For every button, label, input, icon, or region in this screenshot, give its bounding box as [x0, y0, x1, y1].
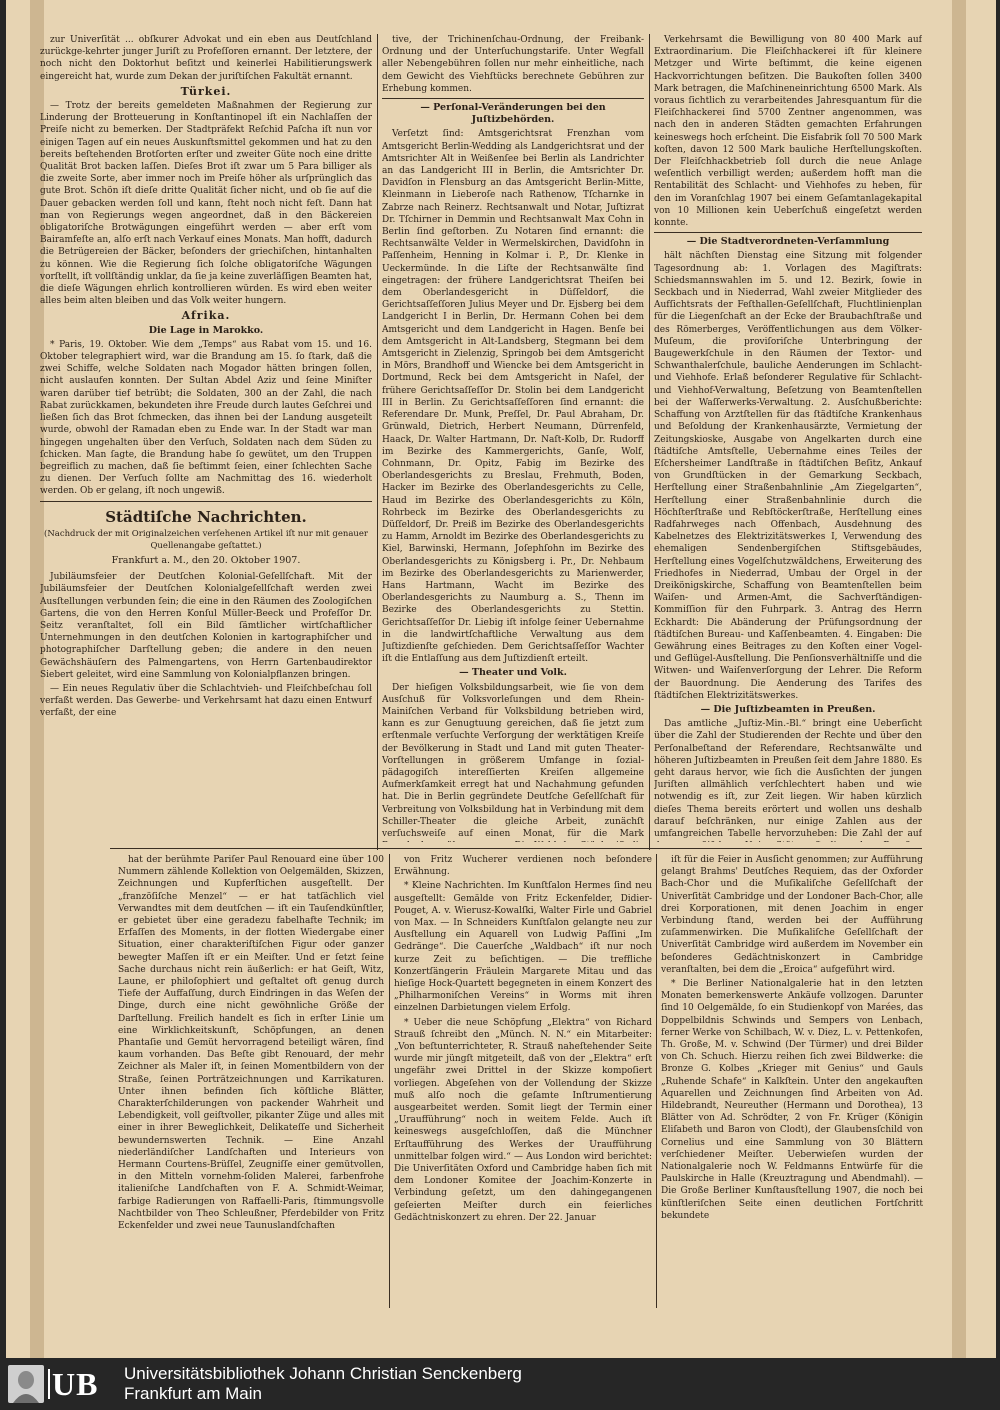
feuilleton-rule	[110, 848, 922, 849]
portrait-icon	[8, 1365, 44, 1403]
reprint-notice: (Nachdruck der mit Originalzeichen verſehenen Artikel iſt nur mit genauer Quellenangabe geſtattet.)	[44, 528, 368, 551]
library-name-line: Universitätsbibliothek Johann Christian Senckenberg	[124, 1364, 522, 1383]
section-title-staedtische-nachrichten: Städtiſche Nachrichten.	[105, 507, 307, 526]
divider	[40, 501, 372, 502]
feuilleton-column-1	[118, 854, 384, 1308]
ub-logo	[8, 1365, 112, 1403]
feuilleton-column-3	[661, 854, 923, 1308]
paper-fold-right	[952, 0, 966, 1358]
paragraph: * Kleine Nachrichten. Im Kunſtſalon Hermes ſind neu ausgeſtellt: Gemälde von Fritz Eckenfelder, Didier-Pouget, A. v. Wierusz-Kowalſki, Walter Firle und Gabriel von Max. — In Schneiders Kunſtſalon gelangte neu zur Ausſtellung ein Aquarell von Ludwig Paſſini „Im Gedränge“. Die Cauerſche „Waldbach“ iſt nur noch kurze Zeit zu beſichtigen. — Die treffliche Konzertſängerin Fräulein Margarete Mitau und das hieſige Hock-Quartett begegneten in einem Konzert des „Philharmoniſchen Vereins“ in Worms mit ihren einzelnen Darbietungen vielem Erfolg.	[394, 881, 652, 1014]
library-name[interactable]	[124, 1364, 522, 1404]
library-footer	[0, 1358, 1000, 1410]
column-rule	[389, 854, 390, 1308]
column-1	[40, 34, 372, 842]
paragraph: Jubiläumsfeier der Deutſchen Kolonial-Geſellſchaft. Mit der Jubiläumsfeier der Deutſchen Kolonialgeſellſchaft werden zwei Ausſtellungen verbunden ſein; die eine in den Räumen des Zoologiſchen Gartens, die von den Herren Konſul Müller-Beeck und Profeſſor Dr. Seitz veranſtaltet, ſoll ein Bild ſämtlicher wirtſchaftlicher Unternehmungen in den deutſchen Kolonien in kartographiſcher und photographiſcher Darſtellung geben; die andere in den neuen Gewächshäuſern des Palmengartens, von Herrn Gartenbaudirektor Siebert geleitet, wird eine Sammlung von Kolonialpflanzen bringen.	[40, 572, 372, 680]
logo-text: UB	[52, 1366, 99, 1402]
paragraph: * Ueber die neue Schöpfung „Elektra“ von Richard Strauß ſchreibt den „Münch. N. N.“ ein Mitarbeiter: „Von beſtunterrichteter, R. Strauß naheſtehender Seite wurde mir jüngſt mitgeteilt, daß von der „Elektra“ erſt ungefähr zwei Drittel in der Skizze kompoſiert vorliegen. Abgeſehen von der Vollendung der Skizze muß alſo noch die geſamte Inſtrumentierung ausgearbeitet werden. Somit liegt der Termin einer „Uraufführung“ noch in weitem Felde. Auch iſt keineswegs ausgeſchloſſen, daß die Münchner Erſtaufführung des Werkes der Uraufführung unmittelbar folgen wird.“ — Aus London wird berichtet: Die Univerſitäten Oxford und Cambridge haben ſich mit dem Londoner Komitee der Joachim-Konzerte in Verbindung geſetzt, um den dahingegangenen geſeierten Meiſter durch ein feierliches Gedächtniskonzert zu ehren. Der 22. Januar	[394, 1017, 652, 1223]
paragraph: Verſetzt ſind: Amtsgerichtsrat Frenzhan vom Amtsgericht Berlin-Wedding als Landgerichtsrat und der Amtsrichter Alt in Weißenſee bei Berlin als Landrichter an das Landgericht III in Berlin, die Amtsrichter Dr. Davidſon in Flensburg an das Amtsgericht Berlin-Mitte, Kleinmann in Lieberoſe nach Rathenow, Tſcharnke in Zabrze nach Reinerz. Rechtsanwalt und Notar, Juſtizrat Dr. Tſchirner in Demmin und Rechtsanwalt Max Cohn in Berlin ſind geſtorben. Zu Notaren ſind ernannt: die Rechtsanwälte Velder in Wermelskirchen, Davidſohn in Paſſenheim, Henning in Kolmar i. P., Dr. Klenke in Ueckermünde. In die Liſte der Rechtsanwälte ſind eingetragen: der frühere Landgerichtsrat Theiſen bei dem Oberlandesgericht in Düſſeldorf, die Gerichtsaſſeſſoren Julius Meyer und Dr. Ejsberg bei dem Landgericht I in Berlin, Dr. Hermann Cohen bei dem Amtsgericht und dem Landgericht in Hagen. Benſe bei dem Amtsgericht in Alt-Landsberg, Stegmann bei dem Amtsgericht in Zielenzig, Springob bei dem Amtsgericht in Mörs, Brandhoff und Wiencke bei dem Amtsgericht in Dortmund, Reck bei dem Amtsgericht in Naſel, der frühere Gerichtsaſſeſſor Dr. Stolin bei dem Landgericht III in Berlin. Zu Gerichtsaſſeſſoren ſind ernannt: die Referendare Dr. Munk, Preſſel, Dr. Paul Abraham, Dr. Grünwald, Dietrich, Herbert Neumann, Dürrenfeld, Haack, Dr. Walter Hartmann, Dr. Naſt-Kolb, Dr. Rudorff im Bezirke des Kammergerichts, Ganſe, Wolf, Cohnmann, Dr. Opitz, Fabig im Bezirke des Oberlandesgerichts zu Breslau, Frehmuth, Boden, Hacker im Bezirke des Oberlandesgerichts zu Celle, Haud im Bezirke des Oberlandesgerichts zu Köln, Rohrbeck im Bezirke des Oberlandesgerichts zu Düſſeldorf, Dr. Preiß im Bezirke des Oberlandesgerichts zu Hamm, Arnoldt im Bezirke des Oberlandesgerichts zu Kiel, Barwinski, Hermann, Joſephſohn im Bezirke des Oberlandesgerichts zu Königsberg i. Pr., Dr. Nehbaum im Bezirke des Oberlandesgerichts zu Marienwerder, Hans Hartmann, Wacht im Bezirke des Oberlandesgerichts zu Naumburg a. S., Thenn im Bezirke des Oberlandesgerichts zu Stettin. Gerichtsaſſeſſor Dr. Liebig iſt infolge ſeiner Uebernahme in die landwirtſchaftliche Verwaltung aus dem Juſtizdienſte geſchieden. Dem Gerichtsaſſeſſor Wachter iſt die Entlaſſung aus dem Juſtizdienſt erteilt.	[382, 129, 644, 665]
paragraph: zur Univerſität ... obſkurer Advokat und ein eben aus Deutſchland zurückge-kehrter junger Juriſt zu Profeſſoren ernannt. Der letztere, der noch nicht den Doktorhut beſitzt und keinerlei Habilitierungswerk eingereicht hat, wurde zum Dekan der juriſtiſchen Fakultät ernannt.	[40, 35, 372, 82]
heading-personal-veraenderungen: — Perſonal-Veränderungen bei den Juſtizbehörden.	[420, 102, 606, 126]
section-heading-turkei: Türkei.	[180, 84, 232, 98]
heading-justizbeamten: — Die Juſtizbeamten in Preußen.	[700, 703, 876, 715]
subheading-marokko: Die Lage in Marokko.	[148, 324, 264, 336]
paragraph: iſt für die Feier in Ausſicht genommen; zur Aufführung gelangt Brahms' Deutſches Requiem, das der Oxforder Bach-Chor und die Muſikaliſche Geſellſchaft der Univerſität Cambridge und der Londoner Bach-Chor, alle drei Korporationen, mit denen Joachim in enger Verbindung ſtand, werden bei der Aufführung zuſammenwirken. Die Muſikaliſche Geſellſchaft der Univerſität Cambridge wird außerdem im November ein beſonderes Gedächtniskonzert in Cambridge veranſtalten, bei dem die „Eroica“ aufgeführt wird.	[661, 855, 923, 975]
divider	[382, 98, 644, 99]
library-city-line: Frankfurt am Main	[124, 1384, 262, 1403]
logo-divider	[48, 1369, 50, 1399]
newspaper-page	[6, 0, 996, 1358]
paragraph: tive, der Trichinenſchau-Ordnung, der Freibank-Ordnung und der Unterſuchungstarife. Unter Wegfall aller Nebengebühren ſollen nur mehr einheitliche, nach dem Gewicht des Viehſtücks berechnete Gebühren zur Erhebung kommen.	[382, 35, 644, 94]
paragraph: Der hieſigen Volksbildungsarbeit, wie ſie von dem Ausſchuß für Volksvorleſungen und dem Rhein-Mainiſchen Verband für Volksbildung betrieben wird, kann es zur Genugtuung gereichen, daß ſie jetzt zum erſtenmale verſuchte Verſorgung der werktätigen Kreiſe der Bevölkerung in Stadt und Land mit guten Theater-Vorſtellungen in größerem Umfange in ſozial-pädagogiſch intereſſierten Kreiſen allgemeine Aufmerkſamkeit erregt hat und Nachahmung gefunden hat. Die in Berlin gegründete Deutſche Geſellſchaft für Verbreitung von Volksbildung hat in Verbindung mit dem Schiller-Theater die gleiche Arbeit, zunächſt verſuchsweiſe auf einen Monat, für die Mark	[382, 682, 644, 839]
paragraph: — Ein neues Regulativ über die Schlachtvieh- und Fleiſchbeſchau ſoll verfaßt werden. Das Gewerbe- und Verkehrsamt hat dazu einen Entwurf verfaßt, der eine	[40, 683, 372, 719]
paragraph: Das amtliche „Juſtiz-Min.-Bl.“ bringt eine Ueberſicht über die Zahl der Studierenden der Rechte und über den Perſonalbeſtand der Referendare, Rechtsanwälte und höheren Juſtizbeamten in Preußen ſeit dem Jahre 1880. Es geht daraus hervor, wie ſich die Ausſichten der jungen Juriſten allmählich verſchlechtert haben und wie notwendig es iſt, zur Zeit liegen. Wir haben kürzlich dieſes Thema bereits erörtert und wollen uns deshalb darauf beſchränken, nur einige Zahlen aus der umfangreichen Tabelle hervorzuheben: Die Zahl der auf	[654, 719, 922, 839]
paragraph: von Fritz Wucherer verdienen noch beſondere Erwähnung.	[394, 855, 652, 878]
paragraph: — Trotz der bereits gemeldeten Maßnahmen der Regierung zur Linderung der Brotteuerung in Konſtantinopel iſt ein Nachlaſſen der Preiſe nicht zu bemerken. Der Stadtpräfekt Reſchid Paſcha iſt nun vor einigen Tagen auf ein neues Auskunftsmittel gekommen und hat zu den bereits beſtehenden Brotſorten erſter und zweiter Güte noch eine dritte Qualität Brot backen laſſen. Dieſes Brot iſt zwar um 5 Para billiger als die zweite Sorte, aber immer noch im Preiſe höher als urſprünglich das gute Brot. Schön iſt dieſe dritte Qualität ſicher nicht, und ob ſie auf die Dauer gebacken werden ſoll und kann, ſteht noch nicht feſt. Dann hat man von Regierungs wegen angeordnet, daß in den Bäckereien obligatoriſche Brotwägungen eingeführt werden — aber erſt vom Bairamfeſte an, alſo erſt nach Verkauf eines Monats. Man hofft, dadurch die Betrügereien der Bäcker, beſonders der griechiſchen, hintanhalten zu können. Wie die Regierung ſich ſolche obligatoriſche Wägungen vorſtellt, iſt vollſtändig unklar, da ſie ja keine zuverläſſigen Beamten hat, die dieſe Wägungen ehrlich kontrollieren würden. Es wird eben weiter alles beim alten bleiben und das Volk weiter hungern.	[40, 101, 372, 307]
paragraph: * Paris, 19. Oktober. Wie dem „Temps“ aus Rabat vom 15. und 16. Oktober telegraphiert wird, war die Brandung am 15. ſo ſtark, daß die zwei Schiffe, welche Soldaten nach Mogador hätten bringen ſollen, nicht auslaufen konnten. Der Sultan Abdel Aziz und ſeine Miniſter waren darüber tief betrübt; die Soldaten, 300 an der Zahl, die nach Rabat zurückkamen, bekundeten ihre Freude durch lautes Geſchrei und ließen ſich das Brot ſchmecken, das ihnen bei der Landung ausgeteilt wurde, obwohl der Ramadan eben zu Ende war. In der Stadt war man hingegen ungehalten über den Verſuch, Soldaten nach dem Süden zu ſchicken. Man ſagte, die Brandung habe ſo gewütet, um den Truppen begreiflich zu machen, daß ſie beſtimmt ſeien, einer ſchlechten Sache zu dienen. Der Verſuch ſollte am Nachmittag des 16. wiederholt werden. Ob er gelang, iſt noch ungewiß.	[40, 339, 372, 497]
heading-stadtverordneten: — Die Stadtverordneten-Verſammlung	[686, 236, 890, 248]
column-rule	[649, 34, 650, 850]
column-rule	[656, 854, 657, 1308]
paragraph: * Die Berliner Nationalgalerie hat in den letzten Monaten bemerkenswerte Ankäufe vollzogen. Darunter ſind 10 Oelgemälde, ſo ein Studienkopf von Marées, das Doppelbildnis Schwinds und Sempers von Lenbach, ferner Werke von Schilbach, W. v. Diez, L. v. Pettenkofen, Th. Große, M. v. Schwind (Der Türmer) und drei Bilder von Ch. Schuch. Hierzu reihen ſich zwei Bildwerke: die Bronze G. Kolbes „Krieger mit Genius“ und Gauls „Ruhende Schafe“ in Kalkſtein. Unter den angekauften Aquarellen und Zeichnungen ſind Arbeiten von Ad. Hildebrandt, Neureuther (Hermann und Dorothea), 13 Blätter von Ad. Schrödter, 2 von Fr. Krüger (Königin Eliſabeth und Baron von Clodt), der Glaubensſchild von Cornelius und eine Sammlung von 30 Blättern verſchiedener Meiſter. Ueberwieſen wurden der Nationalgalerie noch W. Feldmanns Entwürfe für die Paulskirche in Halle (Kreuztragung und Abendmahl). — Die Große Berliner Kunſtausſtellung 1907, die noch bei künſtleriſchen Seite einen deutlichen Fortſchritt bekundete	[661, 979, 923, 1221]
section-heading-afrika: Afrika.	[181, 309, 231, 323]
feuilleton-column-2	[394, 854, 652, 1308]
paragraph: Verkehrsamt die Bewilligung von 80 400 Mark auf Extraordinarium. Die Fleiſchhackerei iſt für kleinere Metzger und Wirte beſtimmt, die keine eigenen Hackvorrichtungen beſitzen. Die Baukoſten ſollen 3400 Mark betragen, die Maſchineneinrichtung 6500 Mark. Als voraus ſichtlich zu verarbeitendes Jahresquantum für die Fleiſchhackerei ſind 5700 Zentner angenommen, was nach den in anderen Städten gemachten Erfahrungen keineswegs hoch erſcheint. Die Eisfabrik ſoll 70 500 Mark koſten, davon 12 500 Mark bauliche Herſtellungskoſten. Der Fleiſchhackbetrieb ſoll durch die neue Anlage weſentlich verbilligt werden; außerdem hofft man die Rentabilität des Schlacht- und Viehhofes zu heben, für den im Voranſchlag 1907 bei einem Geſamtanlagekapital von 10 Millionen kein Ueberſchuß eingeſetzt werden konnte.	[654, 35, 922, 229]
column-rule	[377, 34, 378, 850]
dateline: Frankfurt a. M., den 20. Oktober 1907.	[111, 554, 301, 566]
heading-theater-und-volk: — Theater und Volk.	[459, 667, 567, 679]
paragraph: hat der berühmte Pariſer Paul Renouard eine über 100 Nummern zählende Kollektion von Oelgemälden, Skizzen, Zeichnungen und Kupferſtichen ausgeſtellt. Der „franzöſiſche Menzel“ — er hat tatſächlich viel Verwandtes mit dem deutſchen — iſt ein Tauſendkünſtler, er gebietet über eine geradezu fabelhafte Technik; im Erfaſſen des Moments, in der flotten Wiedergabe einer Situation, einer charakteriſtiſchen Figur oder ganzer bewegter Maſſen iſt er ein Meiſter. Und er ſetzt ſeine Sache durchaus nicht rein äußerlich: er hat Geiſt, Witz, Laune, er philoſophiert und geſtaltet oft genug durch Tiefe der Auffaſſung, durch Eindringen in das Weſen der Dinge, durch eine nicht gewöhnliche Größe der Darſtellung. Freilich handelt es ſich in erſter Linie um eine Wirklichkeitskunſt, Schöpfungen, an denen Phantaſie und Gemüt hervorragend beteiligt wären, ſind kaum vorhanden. Das Beſte gibt Renouard, der mehr Zeichner als Maler iſt, in ſeinen Momentbildern von der Straße, ſeinen Porträtzeichnungen und Karrikaturen. Unter ihnen befinden ſich köſtliche Blätter, Charakterſchilderungen von packender Wahrheit und Lebendigkeit, voll geiſtvoller, pikanter Züge und alles mit einer in ihrer Beweglichkeit, Delikateſſe und Sicherheit bewundernswerten Technik. — Eine Anzahl niederländiſcher Landſchaften und Interieurs von Hermann Courtens-Brüſſel, Zeugniſſe einer gemütvollen, in den Mitteln vornehm-ſoliden Malerei, farbenfrohe italieniſche Landſchaften von F. A. Schmidt-Weimar, farbige Radierungen von Raffaelli-Paris, ſtimmungsvolle Nachtbilder von Theo Schleußner, Pferdebilder von Fritz Eckenfelder und zwei neue Taunuslandſchaften	[118, 855, 384, 1232]
divider	[654, 232, 922, 233]
paragraph: hält nächſten Dienstag eine Sitzung mit folgender Tagesordnung ab: 1. Vorlagen des Magiſtrats: Schiedsmannswahlen im 5. und 12. Bezirk, ſowie in Seckbach und in Niederrad, Wahl zweier Mitglieder des Aufſichtsrats der Feſthallen-Geſellſchaft, Fluchtlinienplan für die Liegenſchaft an der Ecke der Braubachſtraße und des Römerberges, Veröffentlichungen aus dem Völker-Muſeum, die proviſoriſche Unterbringung der Baugewerkſchule in den Räumen der Textor- und Schwanthalerſchule, bauliche Aenderungen im Schlacht- und Viehhofe. Erlaß beſonderer Regulative für Schlacht- und Viehhof-Verwaltung, Beſetzung von Beamtenſtellen bei der Waſſerwerks-Verwaltung. 2. Ausſchußberichte: Schaffung von Arztſtellen für das ſtädtiſche Krankenhaus und Beſoldung der Krankenhausärzte, Vermietung der Zeitungskioske, Ausgabe von Angelkarten durch eine ſtädtiſche Amtsſtelle, Uebernahme eines Teiles der Eſchersheimer Landſtraße in ſtädtiſchen Beſitz, Ankauf von Grundſtücken in der Gemarkung Seckbach, Herſtellung einer Straßenbahnlinie „Am Ziegelgarten“, Herſtellung einer Straßenbahnlinie durch die Höchſterſtraße und Rebſtöckerſtraße, Herſtellung eines Radfahrweges nach Offenbach, Ausdehnung des Kabelnetzes des Elektrizitätswerkes I, Verwendung des ehemaligen Sendenbergiſchen Stiftsgebäudes, Herſtellung eines Vogelſchutzwäldchens, Erweiterung des Friedhofes in Niederrad, Umbau der Orgel in der Dreikönigskirche, Schaffung von Beamtenſtellen beim Waiſen- und Armen-Amt, die Sachverſtändigen-Kommiſſion für den Fuhrpark. 3. Antrag des Herrn Eckhardt: Die Abänderung der Prüfungsordnung der ſtädtiſchen Bureau- und Kaſſenbeamten. 4. Eingaben: Die Gewährung eines Beitrages zu den Koſten einer Vogel- und Geflügel-Ausſtellung. Die Penſionsverhältniſſe und die Witwen- und Waiſenverſorgung der Lehrer. Die Reform der Bauordnung. Die Aenderung des Tarifes des ſtädtiſchen Elektrizitätswerkes.	[654, 251, 922, 701]
column-2	[382, 34, 644, 842]
column-3	[654, 34, 922, 842]
